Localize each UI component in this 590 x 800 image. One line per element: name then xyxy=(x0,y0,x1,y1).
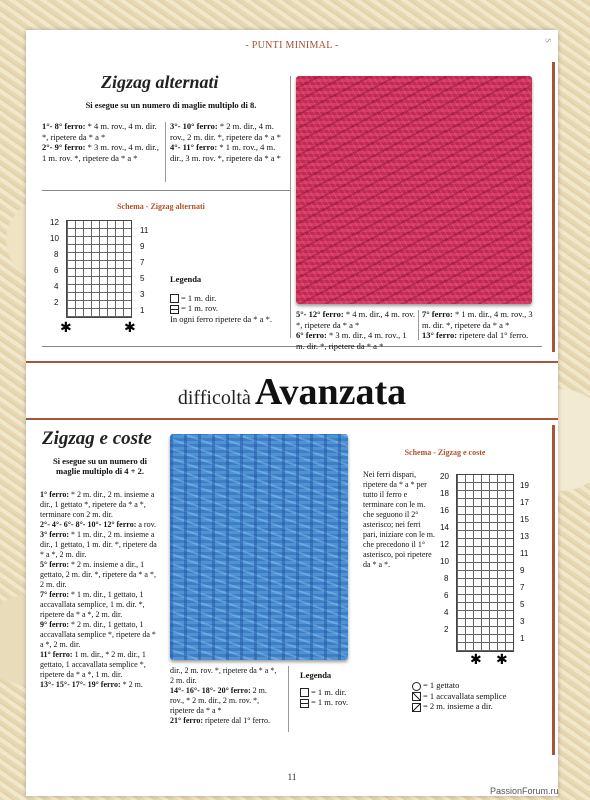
schema2-note: Nei ferri dispari, ripetere da * a * per tutto il ferro e terminare con le m. che seguono il 2° asterisco; nei ferri pari, iniziare con le m. che precedono il 1° asterisco, poi ripetere da * a *. xyxy=(363,470,435,569)
asterisk-left-icon: ✱ xyxy=(470,653,482,668)
knit-photo-pink xyxy=(296,76,532,304)
instruction: 2°- 9° ferro: * 3 m. rov., 4 m. dir., 1 m. rov. *, ripetere da * a * xyxy=(42,142,159,163)
instruction: 14°- 16°- 18°- 20° ferro: 2 m. rov., * 2 m. dir., 2 m. rov. *, ripetere da * a * xyxy=(170,686,267,715)
difficulty-rule-bottom xyxy=(26,418,558,420)
instruction: 1°- 8° ferro: * 4 m. rov., 4 m. dir. *, ripetere da * a * xyxy=(42,121,157,142)
legend-dir: = 1 m. dir. xyxy=(170,293,300,304)
flourish-line xyxy=(42,190,290,191)
instruction: 3° ferro: * 1 m. dir., 2 m. insieme a dir., 1 gettato, 1 m. dir. *, ripetere da * a *, 2 m. dir. xyxy=(40,530,157,559)
section2-title: Zigzag e coste xyxy=(42,428,152,449)
slash-icon xyxy=(412,703,421,712)
asterisk-right-icon: ✱ xyxy=(124,321,136,336)
section1-bottom2 xyxy=(422,309,542,341)
legend-gett: = 1 gettato xyxy=(412,680,552,691)
divider xyxy=(290,76,291,338)
square-icon xyxy=(170,294,179,303)
knit-photo-blue xyxy=(170,434,348,660)
instruction: 3°- 10° ferro: * 2 m. dir., 4 m. rov., 2 m. dir. *, ripetere da * a * xyxy=(170,121,281,142)
asterisk-left-icon: ✱ xyxy=(60,321,72,336)
section2-subtitle: Si esegue su un numero di maglie multiplo di 4 + 2. xyxy=(52,456,148,476)
watermark: PassionForum.ru xyxy=(490,786,559,796)
magazine-page: - PUNTI MINIMAL - S Zigzag alternati Si esegue su un numero di maglie multiplo di 8. 1°- 8° ferro: * 4 m. rov., 4 m. dir. *, ripetere da * a * 2°- 9° ferro: * 3 m. rov., 4 m. dir., 1 m. rov. *, ripetere da * a * 3°- 10° ferro: * 2 m. dir., 4 m. rov., 2 m. dir. *, ripetere da * a * 4°- 11° ferro: * 1 m. rov., 4 m. dir., 3 m. rov. *, ripetere da * a * Schema - Zigzag alternati 12 10 8 6 4 2 11 9 7 5 3 1 ✱ ✱ Legenda = 1 m. dir. = 1 m. rov. In ogni ferro ripetere da * a *. 5°- 12° ferro: * 4 m. dir., 4 m. rov. *, ripetere da * a * 6° ferro: * 3 m. dir., 4 m. rov., 1 m. dir. *, ripetere da * a * 7° ferro: * 1 m. dir., 4 m. rov., 3 m. dir. *, ripetere da * a * 13° ferro: ripetere dal 1° ferro. difficoltà Avanzata Zigzag e coste Si esegue su un numero di maglie multiplo di 4 + 2. 1° ferro: * 2 m. dir., 2 m. insieme a dir., 1 gettato *, ripetere da * a *, terminare con 2 m. dir. 2°- 4°- 6°- 8°- 10°- 12° ferro: a rov. 3° ferro: * 1 m. dir., 2 m. insieme a dir., 1 gettato, 1 m. dir. *, ripetere da * a *, 2 m. dir. 5° ferro: * 2 m. insieme a dir., 1 gettato, 2 m. dir. *, ripetere da * a *, 2 m. dir. 7° ferro: * 1 m. dir., 1 gettato, 1 accavallata semplice, 1 m. dir. *, ripetere da * a *, 2 m. dir. 9° ferro: * 2 m. dir., 1 gettato, 1 accavallata semplice *, ripetere da * a *, 2 m. dir. 11° ferro: 1 m. dir., * 2 m. dir., 1 gettato, 1 accavallata semplice *, ripetere da * a *, 1 m. dir. 13°- 15°- 17°- 19° ferro: * 2 m. dir., 2 m. rov. *, ripetere da * a *, 2 m. dir. 14°- 16°- 18°- 20° ferro: 2 m. rov., * 2 m. dir., 2 m. rov. *, ripetere da * a * 21° ferro: ripetere dal 1° ferro. Schema - Zigzag e coste Nei ferri dispari, ripetere da * a * per tutto il ferro e terminare con le m. che seguono il 2° asterisco; nei ferri pari, iniziare con le m. che precedono il 1° asterisco, poi ripetere da * a *. 20 18 16 14 12 10 8 6 4 2 19 17 15 13 11 9 7 5 3 1 ✱ ✱ Legenda = 1 m. dir. = 1 m. rov. = 1 gettato = 1 accavallata semplice = 2 m. insieme a dir. 11 xyxy=(26,30,558,796)
instruction: 1° ferro: * 2 m. dir., 2 m. insieme a dir., 1 gettato *, ripetere da * a *, terminare con 2 m. dir. xyxy=(40,490,155,519)
instruction: 5° ferro: * 2 m. insieme a dir., 1 gettato, 2 m. dir. *, ripetere da * a *, 2 m. dir. xyxy=(40,560,156,589)
backslash-icon xyxy=(412,692,421,701)
circle-icon xyxy=(412,682,421,691)
legend-rov: = 1 m. rov. xyxy=(170,303,300,314)
difficulty-rule-top xyxy=(26,361,558,363)
legend-ins: = 2 m. insieme a dir. xyxy=(412,701,552,712)
instruction: 13°- 15°- 17°- 19° ferro: * 2 m. xyxy=(40,680,143,689)
asterisk-right-icon: ✱ xyxy=(496,653,508,668)
schema1-legend xyxy=(170,274,300,324)
divider xyxy=(418,310,419,340)
instruction: 6° ferro: * 3 m. dir., 4 m. rov., 1 m. dir. *, ripetere da * a * xyxy=(296,330,407,351)
schema2-caption: Schema - Zigzag e coste xyxy=(404,448,486,457)
schema1-grid xyxy=(66,220,132,318)
section1-bottom1 xyxy=(296,309,416,351)
divider xyxy=(288,666,289,732)
square-dash-icon xyxy=(300,699,309,708)
side-bar-top xyxy=(552,62,555,352)
section1-col1 xyxy=(42,121,160,163)
schema1-caption: Schema - Zigzag alternati xyxy=(117,202,205,211)
instruction: 13° ferro: ripetere dal 1° ferro. xyxy=(422,330,529,340)
section1-title: Zigzag alternati xyxy=(101,72,219,92)
section2-instructions xyxy=(40,490,160,690)
instruction: 9° ferro: * 2 m. dir., 1 gettato, 1 accavallata semplice *, ripetere da * a *, 2 m. dir. xyxy=(40,620,156,649)
legend-acc: = 1 accavallata semplice xyxy=(412,691,552,702)
section1-subtitle: Si esegue su un numero di maglie multiplo di 8. xyxy=(85,100,257,110)
side-bar-bottom xyxy=(552,425,555,755)
section2-continuation xyxy=(170,666,282,726)
square-dash-icon xyxy=(170,305,179,314)
running-header: - PUNTI MINIMAL - xyxy=(245,40,339,51)
instruction: 7° ferro: * 1 m. dir., 1 gettato, 1 accavallata semplice, 1 m. dir. *, ripetere da * a *, 2 m. dir. xyxy=(40,590,145,619)
section1-col2 xyxy=(170,121,288,163)
difficulty-big: Avanzata xyxy=(254,371,407,413)
instruction: 11° ferro: 1 m. dir., * 2 m. dir., 1 gettato, 1 accavallata semplice *, ripetere da * a *, 1 m. dir. xyxy=(40,650,146,679)
instruction: 4°- 11° ferro: * 1 m. rov., 4 m. dir., 3 m. rov. *, ripetere da * a * xyxy=(170,142,281,163)
schema2-grid xyxy=(456,474,514,652)
difficulty-small: difficoltà xyxy=(177,387,251,409)
page-tab: S xyxy=(543,38,553,43)
legend-title: Legenda xyxy=(170,274,202,284)
page-number: 11 xyxy=(287,772,297,782)
instruction: 5°- 12° ferro: * 4 m. dir., 4 m. rov. *, ripetere da * a * xyxy=(296,309,415,330)
legend-rov: = 1 m. rov. xyxy=(300,697,400,708)
schema2-legend-right xyxy=(412,680,552,712)
difficulty-heading xyxy=(26,370,558,414)
instruction: dir., 2 m. rov. *, ripetere da * a *, 2 m. dir. xyxy=(170,666,277,685)
legend-title: Legenda xyxy=(300,670,332,680)
instruction: 7° ferro: * 1 m. dir., 4 m. rov., 3 m. dir. *, ripetere da * a * xyxy=(422,309,533,330)
square-icon xyxy=(300,688,309,697)
legend-dir: = 1 m. dir. xyxy=(300,687,400,698)
instruction: 21° ferro: ripetere dal 1° ferro. xyxy=(170,716,270,725)
instruction: 2°- 4°- 6°- 8°- 10°- 12° ferro: a rov. xyxy=(40,520,157,529)
flourish-line xyxy=(42,346,542,347)
divider xyxy=(165,122,166,182)
legend-note: In ogni ferro ripetere da * a *. xyxy=(170,313,272,324)
schema2-legend-left xyxy=(300,670,400,708)
